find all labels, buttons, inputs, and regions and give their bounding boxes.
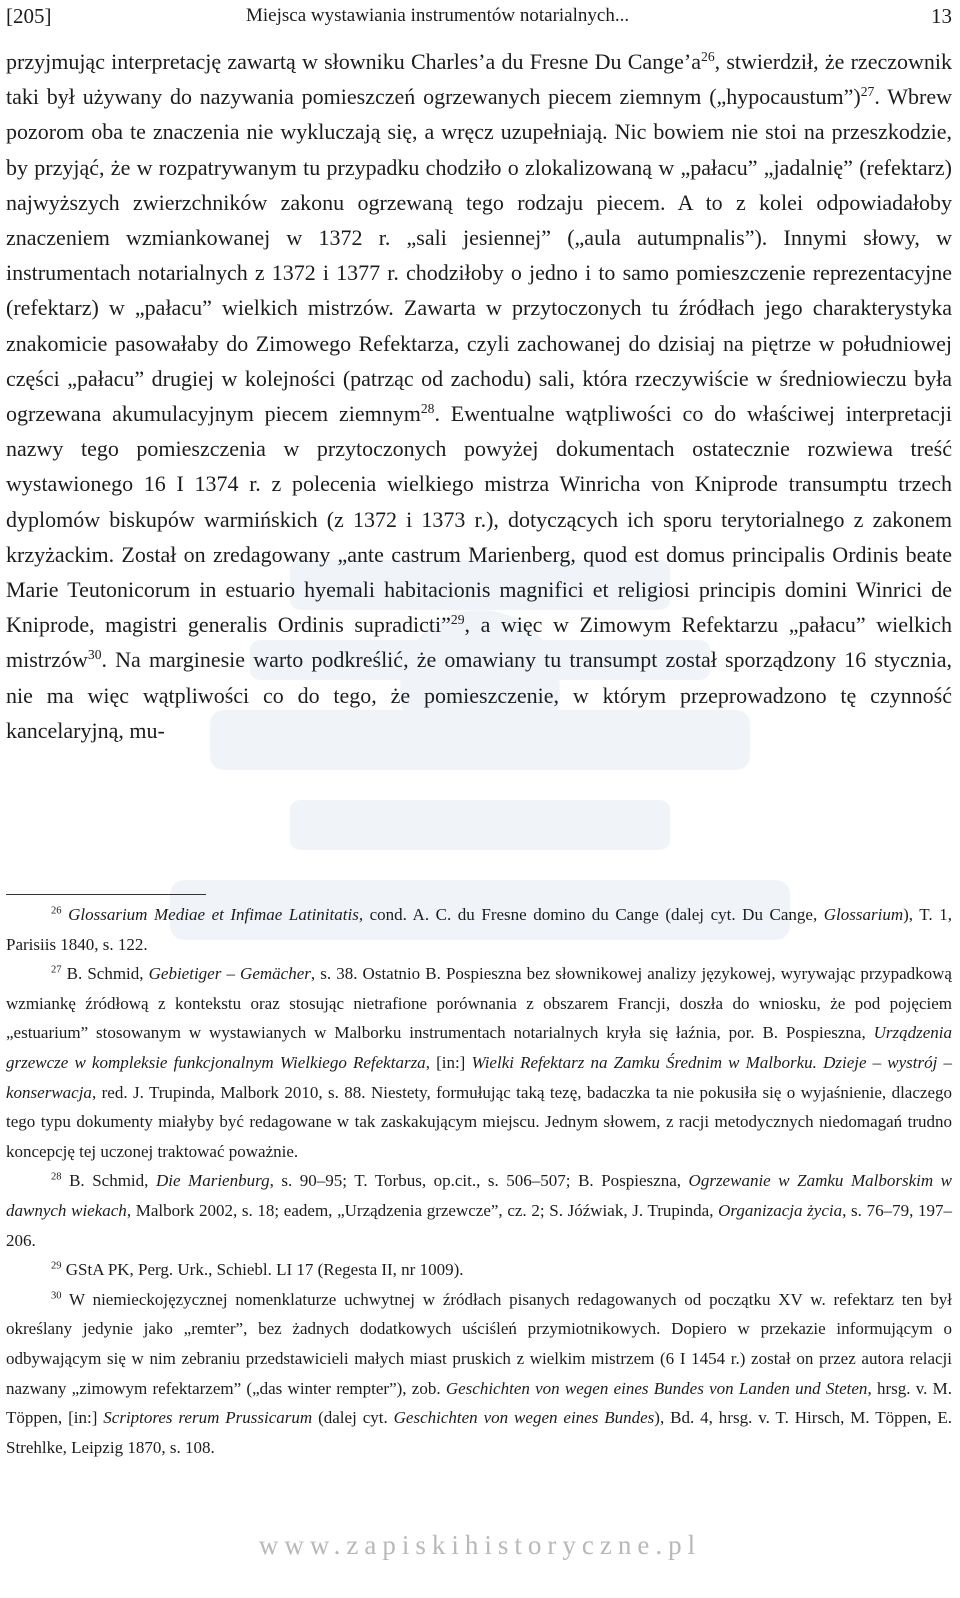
text-run: , red. J. Trupinda, Malbork 2010, s. 88. Niestety, formułując taką tezę, badaczka ta nie pokusiła się o wyjaśnienie, dlaczego tego typu dokumenty miałyby być redagowane w tak zaskakującym miejscu. Jednym słowem, z racji metodycznych niedomagań trudno koncepcję tej uczonej traktować poważnie. [6, 1082, 952, 1161]
italic-title: Die Marienburg [155, 1171, 270, 1191]
page-number: 13 [931, 4, 952, 28]
text-run: , s. 90–95; T. Torbus, op.cit., s. 506–507; B. Pospieszna, [269, 1171, 689, 1191]
text-run: ), Bd. 4, hrsg. v. T. Hirsch, M. Töppen, E. Strehlke, Leipzig 1870, s. 108. [6, 1408, 952, 1457]
text-run: , Malbork 2002, s. 18; eadem, „Urządzenia grzewcze”, cz. 2; S. Jóźwiak, J. Trupinda, [126, 1200, 719, 1220]
italic-title: Ogrzewanie w Zamku Malborskim w dawnych wiekach [6, 1171, 952, 1220]
page-header [6, 2, 952, 32]
text-run: przyjmując interpretację zawartą w słowniku Charles’a du Fresne Du Cange’a [6, 49, 702, 74]
text-run: , cond. A. C. du Fresne domino du Cange (dalej cyt. Du Cange, [358, 905, 824, 924]
italic-title: Glossarium Mediae et Infimae Latinitatis [68, 905, 359, 924]
footnote-number: 26 [51, 905, 62, 917]
text-run: B. Schmid, [69, 1171, 156, 1191]
footnote-ref-28: 28 [420, 400, 435, 416]
footnote-number: 30 [51, 1290, 62, 1302]
footnotes [6, 900, 952, 1462]
text-run: , stwierdził, że rzeczownik taki był używany do nazywania pomieszczeń ogrzewanych piecem ziemnym („hypocaustum”) [6, 49, 952, 110]
text-run: ), T. 1, Parisiis 1840, s. 122. [6, 905, 952, 954]
text-run: . Na marginesie warto podkreślić, że omawiany tu transumpt został sporządzony 16 stycznia, nie ma więc wątpliwości co do tego, że pomieszczenie, w którym przeprowadzono tę czynność kancelaryjną, mu- [6, 647, 952, 743]
footnote-ref-29: 29 [450, 612, 465, 628]
footnote-ref-26: 26 [701, 48, 715, 64]
text-run: , a więc w Zimowym Refektarzu „pałacu” wielkich mistrzów [6, 612, 953, 673]
text-run: . Wbrew pozorom oba te znaczenia nie wykluczają się, a wręcz uzupełniają. Nic bowiem nie stoi na przeszkodzie, by przyjąć, że w rozpatrywanym tu przypadku chodziło o zlokalizowaną w „pałacu” „jadalnię” (refektarz) najwyższych zwierzchników zakonu ogrzewaną tego rodzaju piecem. A to z kolei odpowiadałoby znaczeniem wzmiankowanej w 1372 r. „sali jesiennej” („aula autumpnalis”). Innymi słowy, w instrumentach notarialnych z 1372 i 1377 r. chodziłoby o jedno i to samo pomieszczenie reprezentacyjne (refektarz) w „pałacu” wielkich mistrzów. Zawarta w przytoczonych tu źródłach jego charakterystyka znakomicie pasowałaby do Zimowego Refektarza, czyli zachowanej do dzisiaj na piętrze w południowej części „pałacu” drugiej w kolejności (patrząc od zachodu) sali, która rzeczywiście w średniowieczu była ogrzewana akumulacyjnym piecem ziemnym [6, 84, 952, 427]
footnote-27 [6, 959, 952, 1166]
italic-title: Geschichten von wegen eines Bundes von Landen und Steten [445, 1378, 868, 1398]
footnote-ref-27: 27 [860, 84, 875, 100]
page-reference: [205] [6, 4, 52, 28]
footnote-29 [6, 1255, 952, 1285]
footnote-26 [6, 900, 952, 959]
italic-title: Geschichten von wegen eines Bundes [393, 1408, 655, 1428]
running-title: Miejsca wystawiania instrumentów notarialnych... [246, 5, 630, 26]
text-run: W niemieckojęzycznej nomenklaturze uchwytnej w źródłach pisanych redagowanych od początku XV w. refektarz ten był określany jedynie jako „remter”, bez żadnych dodatkowych uściśleń przymiotnikowych. Dopiero w przekazie informującym o odbywającym się w nim zebraniu przedstawicieli małych miast pruskich z wielkim mistrzem (6 I 1454 r.) został on przez autora relacji nazwany „zimowym refektarzem” („das winter rempter”), zob. [6, 1289, 952, 1398]
text-run: B. Schmid, [66, 964, 149, 984]
body-paragraph [6, 44, 952, 748]
footnote-number: 28 [51, 1172, 62, 1184]
footnote-separator [6, 894, 206, 895]
italic-title: Scriptores rerum Prussicarum [103, 1408, 313, 1428]
text-run: , s. 76–79, 197–206. [6, 1200, 952, 1250]
footer-url: www.zapiskihistoryczne.pl [258, 1530, 702, 1560]
text-run: , hrsg. v. M. Töppen, [in:] [6, 1378, 952, 1428]
italic-title: Glossarium [823, 905, 904, 924]
text-run: , [in:] [425, 1052, 472, 1072]
italic-title: Gebietiger – Gemächer [148, 964, 311, 984]
footnote-number: 27 [51, 964, 62, 976]
italic-title: Organizacja życia [718, 1200, 843, 1220]
text-run: . Ewentualne wątpliwości co do właściwej interpretacji nazwy tego pomieszczenia w przytoczonych powyżej dokumentach ostatecznie rozwiewa treść wystawionego 16 I 1374 r. z polecenia wielkiego mistrza Winricha von Kniprode transumptu trzech dyplomów biskupów warmińskich (z 1372 i 1373 r.), dotyczących ich sporu terytorialnego z zakonem krzyżackim. Został on zredagowany „ante castrum Marienberg, quod est domus principalis Ordinis beate Marie Teutonicorum in estuario hyemali habitacionis magnifici et religiosi principis domini Winrici de Kniprode, magistri generalis Ordinis supradicti” [6, 401, 952, 638]
italic-title: Urządzenia grzewcze w kompleksie funkcjonalnym Wielkiego Refektarza [6, 1023, 952, 1072]
italic-title: Wielki Refektarz na Zamku Średnim w Malborku. Dzieje – wystrój – konserwacja [6, 1052, 952, 1102]
footnote-28 [6, 1166, 952, 1255]
text-run: (dalej cyt. [312, 1408, 394, 1428]
text-run: GStA PK, Perg. Urk., Schiebl. LI 17 (Regesta II, nr 1009). [65, 1260, 464, 1280]
footnote-ref-30: 30 [87, 647, 102, 663]
footnote-30 [6, 1285, 952, 1463]
main-text [6, 44, 952, 748]
text-run: , s. 38. Ostatnio B. Pospieszna bez słownikowej analizy językowej, wyrywając przypadkową wzmiankę źródłową z kontekstu oraz stosując nietrafione porównania z obszarem Francji, doszła do wniosku, że pod pojęciem „estuarium” stosowanym w wystawianych w Malborku instrumentach notarialnych kryła się łaźnia, por. B. Pospieszna, [6, 964, 952, 1043]
footnote-number: 29 [51, 1260, 62, 1272]
